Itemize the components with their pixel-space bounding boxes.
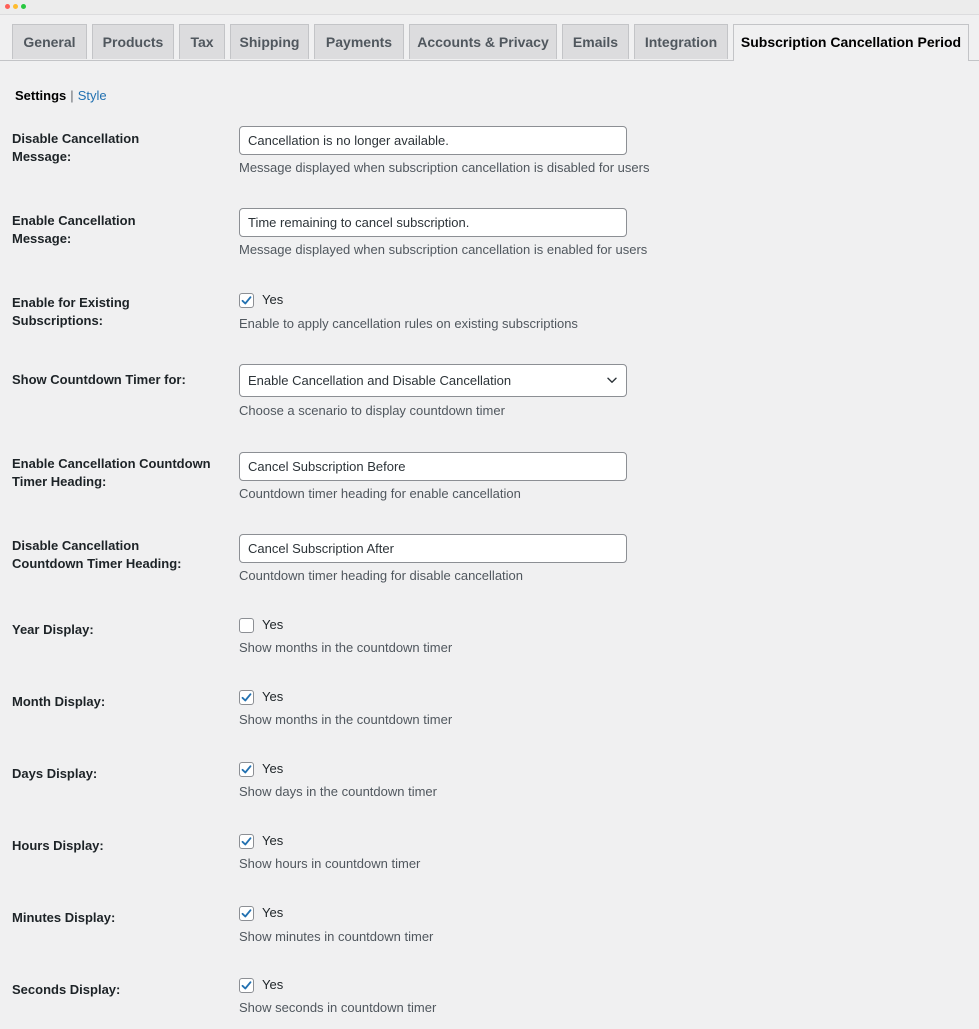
- existing-subscriptions-description: Enable to apply cancellation rules on existing subscriptions: [239, 316, 578, 331]
- settings-subnav: [15, 88, 107, 104]
- countdown-for-label: Show Countdown Timer for:: [12, 372, 186, 387]
- year-display-yes-label[interactable]: Yes: [262, 617, 284, 632]
- countdown-for-selected: Enable Cancellation and Disable Cancellation: [248, 373, 512, 388]
- hours-display-checkbox[interactable]: [239, 834, 254, 849]
- hours-display-description: Show hours in countdown timer: [239, 856, 421, 871]
- enable-heading-label: Enable Cancellation Countdown Timer Heading:: [12, 456, 211, 489]
- subnav-settings[interactable]: Settings: [15, 88, 67, 103]
- minutes-display-label: Minutes Display:: [12, 910, 116, 925]
- month-display-checkbox[interactable]: [239, 690, 254, 705]
- seconds-display-yes-label[interactable]: Yes: [262, 977, 284, 992]
- seconds-display-checkbox[interactable]: [239, 978, 254, 993]
- month-display-description: Show months in the countdown timer: [239, 712, 453, 727]
- disable-heading-label: Disable Cancellation Countdown Timer Heading:: [12, 538, 182, 571]
- tab-payments[interactable]: Payments: [314, 24, 404, 59]
- window-titlebar: [0, 0, 979, 15]
- checkmark-icon: [241, 980, 252, 991]
- disable-heading-input[interactable]: Cancel Subscription After: [239, 534, 627, 563]
- tab-general[interactable]: General: [12, 24, 87, 59]
- year-display-checkbox[interactable]: [239, 618, 254, 633]
- existing-subscriptions-checkbox[interactable]: [239, 293, 254, 308]
- tab-integration[interactable]: Integration: [634, 24, 728, 59]
- seconds-display-description: Show seconds in countdown timer: [239, 1000, 437, 1015]
- disable-heading-description: Countdown timer heading for disable cancellation: [239, 568, 524, 583]
- tab-subscription-cancellation-period[interactable]: Subscription Cancellation Period: [733, 24, 969, 61]
- checkmark-icon: [241, 836, 252, 847]
- checkmark-icon: [241, 764, 252, 775]
- enable-heading-input[interactable]: Cancel Subscription Before: [239, 452, 627, 481]
- days-display-label: Days Display:: [12, 766, 98, 781]
- minutes-display-description: Show minutes in countdown timer: [239, 929, 434, 944]
- tab-accounts-privacy[interactable]: Accounts & Privacy: [409, 24, 557, 59]
- settings-tab-bar: [0, 24, 979, 61]
- subnav-separator: |: [70, 88, 74, 103]
- checkmark-icon: [241, 908, 252, 919]
- year-display-label: Year Display:: [12, 622, 94, 637]
- tab-products[interactable]: Products: [92, 24, 174, 59]
- checkmark-icon: [241, 295, 252, 306]
- disable-message-label: Disable Cancellation Message:: [12, 131, 140, 164]
- hours-display-label: Hours Display:: [12, 838, 104, 853]
- minutes-display-yes-label[interactable]: Yes: [262, 905, 284, 920]
- enable-message-description: Message displayed when subscription cancellation is enabled for users: [239, 242, 648, 257]
- zoom-window-button[interactable]: [21, 4, 26, 9]
- minimize-window-button[interactable]: [13, 4, 18, 9]
- enable-message-input[interactable]: Time remaining to cancel subscription.: [239, 208, 627, 237]
- existing-subscriptions-yes-label[interactable]: Yes: [262, 292, 284, 307]
- month-display-label: Month Display:: [12, 694, 106, 709]
- chevron-down-icon: [607, 377, 617, 384]
- seconds-display-label: Seconds Display:: [12, 982, 121, 997]
- enable-message-label: Enable Cancellation Message:: [12, 213, 136, 246]
- month-display-yes-label[interactable]: Yes: [262, 689, 284, 704]
- minutes-display-checkbox[interactable]: [239, 906, 254, 921]
- countdown-for-select[interactable]: [239, 364, 627, 397]
- tab-tax[interactable]: Tax: [179, 24, 225, 59]
- subnav-style-link[interactable]: Style: [77, 88, 107, 103]
- year-display-description: Show months in the countdown timer: [239, 640, 453, 655]
- tab-emails[interactable]: Emails: [562, 24, 629, 59]
- tab-shipping[interactable]: Shipping: [230, 24, 309, 59]
- checkmark-icon: [241, 692, 252, 703]
- days-display-checkbox[interactable]: [239, 762, 254, 777]
- disable-message-input[interactable]: Cancellation is no longer available.: [239, 126, 627, 155]
- disable-message-description: Message displayed when subscription cancellation is disabled for users: [239, 160, 650, 175]
- close-window-button[interactable]: [5, 4, 10, 9]
- countdown-for-description: Choose a scenario to display countdown timer: [239, 403, 505, 418]
- days-display-description: Show days in the countdown timer: [239, 784, 437, 799]
- existing-subscriptions-label: Enable for Existing Subscriptions:: [12, 295, 130, 328]
- days-display-yes-label[interactable]: Yes: [262, 761, 284, 776]
- hours-display-yes-label[interactable]: Yes: [262, 833, 284, 848]
- enable-heading-description: Countdown timer heading for enable cancellation: [239, 486, 521, 501]
